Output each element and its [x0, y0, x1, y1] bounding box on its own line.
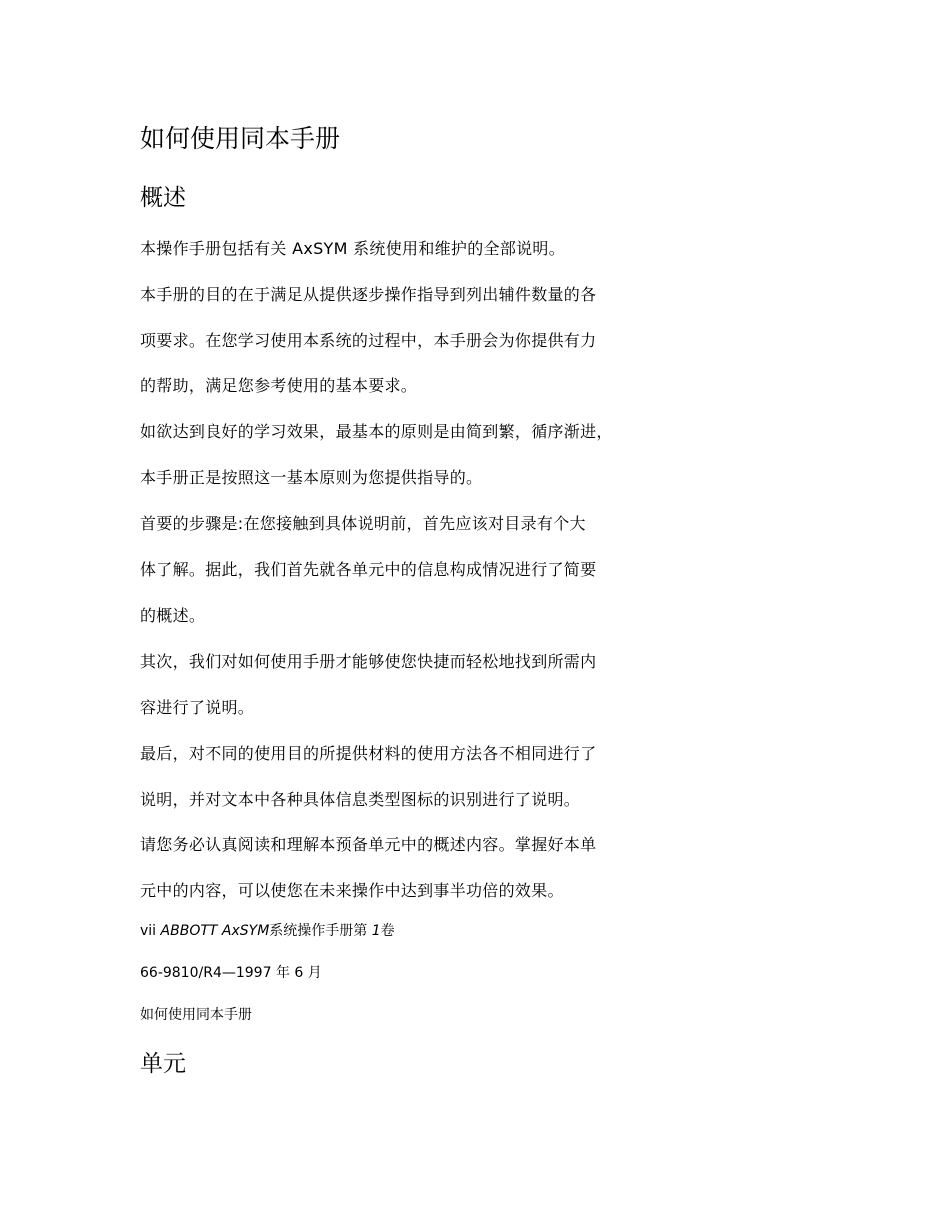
paragraph-line: 最后，对不同的使用目的所提供材料的使用方法各不相同进行了: [140, 744, 597, 763]
footer-volume-suffix: 卷: [380, 923, 395, 939]
paragraph-line: 的帮助，满足您参考使用的基本要求。: [140, 376, 418, 395]
paragraph-line: 本操作手册包括有关 AxSYM 系统使用和维护的全部说明。: [140, 239, 566, 258]
running-title: 如何使用同本手册: [140, 1007, 252, 1023]
paragraph-line: 其次，我们对如何使用手册才能够使您快捷而轻松地找到所需内: [140, 652, 597, 671]
footer-manual-title: 系统操作手册第: [269, 923, 368, 939]
paragraph-line: 首要的步骤是:在您接触到具体说明前，首先应该对目录有个大: [140, 514, 586, 533]
paragraph-line: 说明，并对文本中各种具体信息类型图标的识别进行了说明。: [140, 790, 581, 809]
footer-volume: 1: [371, 923, 381, 939]
paragraph-line: 容进行了说明。: [140, 698, 255, 717]
paragraph-line: 本手册的目的在于满足从提供逐步操作指导到列出辅件数量的各: [140, 285, 597, 304]
page-number: vii: [140, 923, 157, 939]
paragraph-line: 体了解。据此，我们首先就各单元中的信息构成情况进行了简要: [140, 560, 597, 579]
paragraph-line: 如欲达到良好的学习效果，最基本的原则是由简到繁，循序渐进，: [140, 422, 613, 441]
page-title: 如何使用同本手册: [140, 124, 341, 153]
paragraph-line: 的概述。: [140, 606, 206, 625]
paragraph-line: 请您务必认真阅读和理解本预备单元中的概述内容。掌握好本单: [140, 835, 597, 854]
section-heading-overview: 概述: [140, 185, 186, 211]
document-code: 66-9810/R4—1997 年 6 月: [140, 965, 322, 981]
page-footer: [140, 921, 395, 941]
paragraph-line: 本手册正是按照这一基本原则为您提供指导的。: [140, 468, 483, 487]
footer-brand: ABBOTT AxSYM: [160, 923, 270, 939]
section-heading-unit: 单元: [140, 1051, 186, 1077]
paragraph-line: 元中的内容，可以使您在未来操作中达到事半功倍的效果。: [140, 881, 564, 900]
paragraph-line: 项要求。在您学习使用本系统的过程中，本手册会为你提供有力: [140, 331, 597, 350]
